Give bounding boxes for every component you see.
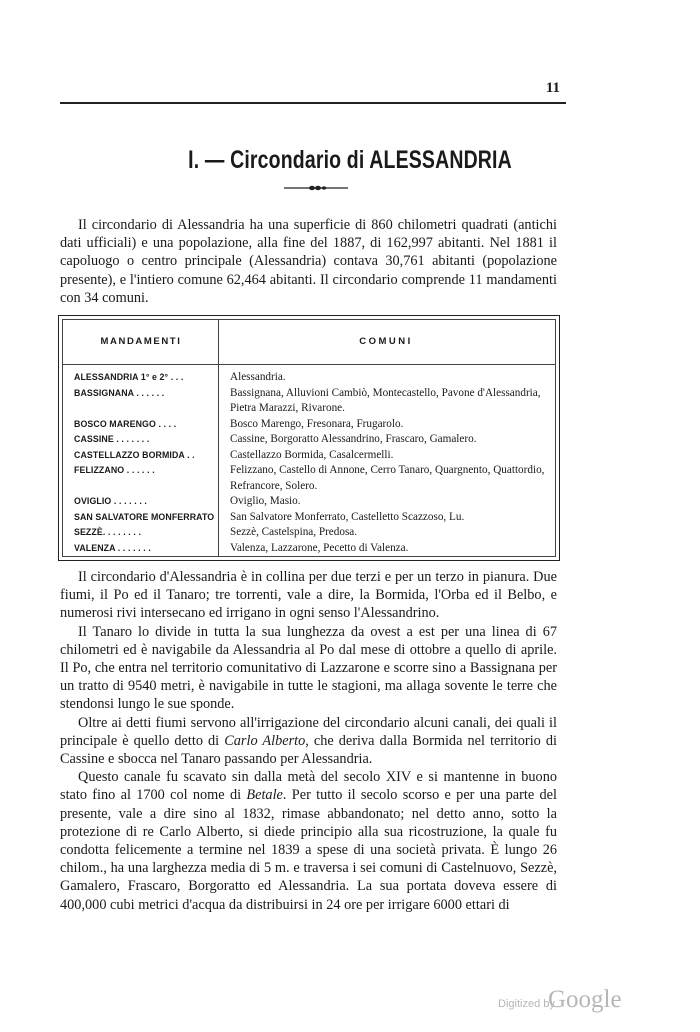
comuni-list: Castellazzo Bormida, Casalcermelli. [230, 448, 394, 461]
mandamento-name: CASSINE . . . . . . . [74, 434, 150, 444]
mandamento-name: SEZZÈ. . . . . . . . [74, 527, 142, 537]
comuni-list: Oviglio, Masio. [230, 495, 301, 507]
table-body [62, 370, 552, 556]
comuni-list: Bosco Marengo, Fresonara, Frugarolo. [230, 417, 404, 430]
body-text-run: Questo canale fu scavato sin dalla metà del secolo XIV e si mantenne in buono stato fino al 1700 col nome di [60, 769, 557, 804]
chapter-title: I. — Circondario di ALESSANDRIA [188, 146, 512, 174]
body-paragraph-2: Il Tanaro lo divide in tutta la sua lunghezza da ovest a est per una linea di 67 chilometri ed è navigabile da Alessandria al Po dal mese di ottobre a quello di aprile. Il Po, che entra nel territorio comunitativo di Lazzarone e scorre sino a Bassignana per un tratto di 9540 metri, è navigabile in tutte le stagioni, ma allaga sovente le terre che stendonsi lungo le sue sponde. [60, 623, 557, 713]
comuni-list: Felizzano, Castello di Annone, Cerro Tanaro, Quargnento, Quattordio, Refrancore, Solero. [230, 464, 545, 492]
watermark-prefix: Digitized by [498, 998, 555, 1010]
comuni-list: Bassignana, Alluvioni Cambiò, Montecastello, Pavone d'Alessandria, Pietra Marazzi, Rivarone. [230, 386, 541, 414]
comuni-list: Cassine, Borgoratto Alessandrino, Frascaro, Gamalero. [230, 433, 477, 445]
digitization-watermark [498, 986, 648, 1018]
table-header-mandamenti: MANDAMENTI [100, 336, 182, 347]
table-header-comuni: COMUNI [359, 336, 413, 347]
body-text-run: , che deriva dalla Bormida nel territorio di Cassine e sbocca nel Tanaro passando per Alessandria. [60, 732, 557, 768]
canal-name: Carlo Alberto [224, 732, 306, 749]
mandamento-name: SAN SALVATORE MONFERRATO [74, 511, 215, 522]
body-paragraph-1: Il circondario d'Alessandria è in collina per due terzi e per un terzo in pianura. Due fiumi, il Po ed il Tanaro; tre torrenti, vale a dire, la Bormida, l'Orba ed il Belbo, e numerosi rivi intersecano ed irrigano in ogni senso l'Alessandrino. [60, 569, 557, 622]
page-number: 11 [545, 80, 560, 96]
ornament-divider [284, 184, 348, 192]
table-row [62, 370, 552, 386]
table-row [62, 417, 552, 433]
historic-canal-name: Betale [246, 787, 283, 804]
comuni-list: Sezzè, Castelspina, Predosa. [230, 526, 358, 538]
mandamento-name: ALESSANDRIA 1° e 2° . . . [74, 372, 184, 382]
mandamento-name: VALENZA . . . . . . . [74, 542, 151, 553]
google-logo: Google [548, 986, 622, 1013]
mandamento-name: OVIGLIO . . . . . . . [74, 496, 147, 506]
body-paragraph-3 [60, 714, 557, 769]
mandamento-name: BOSCO MARENGO . . . . [74, 418, 177, 429]
table-row [62, 432, 552, 448]
table-row [62, 386, 552, 417]
intro-paragraph: Il circondario di Alessandria ha una superficie di 860 chilometri quadrati (antichi dati ufficiali) e una popolazione, alla fine del 1887, di 162,997 abitanti. Nel 1881 il capoluogo o centro principale (Alessandria) contava 30,761 abitanti (popolazione presente), e l'intiero comune 62,464 abitanti. Il circondario comprende 11 mandamenti con 34 comuni. [60, 217, 557, 306]
mandamento-name: FELIZZANO . . . . . . [74, 465, 155, 475]
table-row [62, 525, 552, 541]
comuni-list: San Salvatore Monferrato, Castelletto Scazzoso, Lu. [230, 510, 465, 523]
comuni-list: Valenza, Lazzarone, Pecetto di Valenza. [230, 541, 409, 554]
body-text [60, 568, 557, 914]
table-row [62, 541, 552, 557]
table-row [62, 448, 552, 464]
table-row [62, 510, 552, 526]
header-rule [60, 102, 566, 104]
mandamento-name: CASTELLAZZO BORMIDA . . [74, 449, 195, 460]
table-row [62, 463, 552, 494]
table-row [62, 494, 552, 510]
body-text-run: . Per tutto il secolo scorso e per una parte del presente, vale a dire sino al 1832, rimase abbandonato; nel detto anno, sotto la protezione di re Carlo Alberto, si diede principio alla sua ricostruzione, la quale fu condotta felicemente a termine nel 1839 a spese di una società privata. È lungo 26 chilom., ha una larghezza media di 5 m. e traversa i sei comuni di Castelnuovo, Sezzè, Gamalero, Frascaro, Borgoratto ed Alessandria. La sua portata doveva essere di 400,000 cubi metrici d'acqua da distribuirsi in 24 ore per irrigare 6000 ettari di [60, 787, 557, 913]
body-text-run: Oltre ai detti fiumi servono all'irrigazione del circondario alcuni canali, dei quali il principale è quello detto di [60, 714, 557, 749]
body-paragraph-4 [60, 768, 557, 914]
mandamento-name: BASSIGNANA . . . . . . [74, 387, 165, 398]
comuni-list: Alessandria. [230, 371, 286, 383]
